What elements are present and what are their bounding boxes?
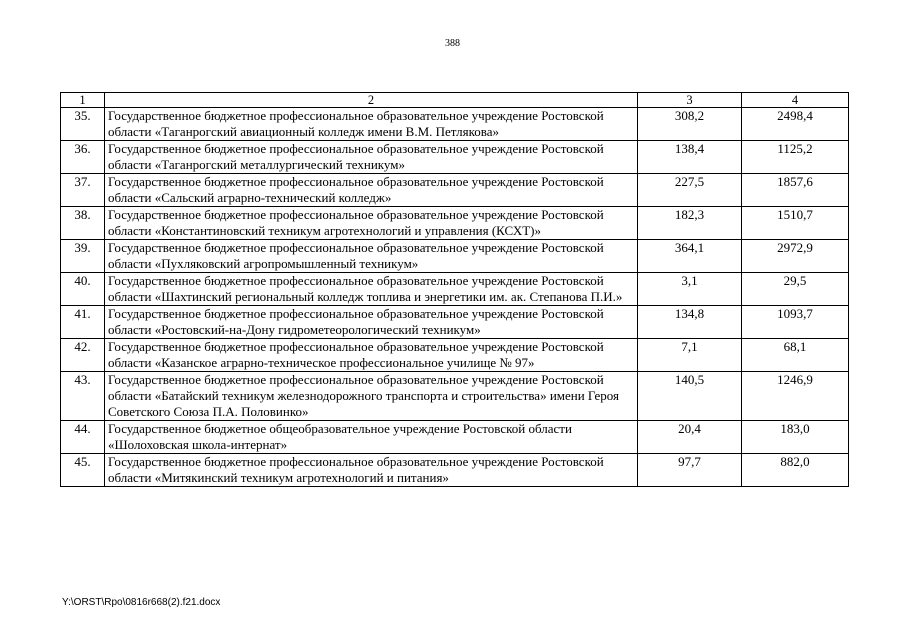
value-col-3: 3,1 [638, 273, 742, 306]
table-row [61, 207, 849, 240]
value-col-3: 227,5 [638, 174, 742, 207]
institution-name: Государственное бюджетное профессиональное образовательное учреждение Ростовской области «Казанское аграрно-техническое профессиональное училище № 97» [105, 339, 638, 372]
row-number: 39. [61, 240, 105, 273]
value-col-3: 182,3 [638, 207, 742, 240]
institution-name: Государственное бюджетное профессиональное образовательное учреждение Ростовской области «Таганрогский металлургический техникум» [105, 141, 638, 174]
institution-name: Государственное бюджетное профессиональное образовательное учреждение Ростовской области «Сальский аграрно-технический колледж» [105, 174, 638, 207]
file-path-footer: Y:\ORST\Rpo\0816r668(2).f21.docx [62, 597, 221, 608]
row-number: 42. [61, 339, 105, 372]
table-row [61, 421, 849, 454]
value-col-3: 97,7 [638, 454, 742, 487]
value-col-3: 364,1 [638, 240, 742, 273]
value-col-4: 1125,2 [742, 141, 849, 174]
value-col-4: 882,0 [742, 454, 849, 487]
header-col-2: 2 [105, 93, 638, 108]
row-number: 35. [61, 108, 105, 141]
header-col-4: 4 [742, 93, 849, 108]
row-number: 44. [61, 421, 105, 454]
table-row [61, 174, 849, 207]
institution-name: Государственное бюджетное профессиональное образовательное учреждение Ростовской области «Таганрогский авиационный колледж имени В.М. Петлякова» [105, 108, 638, 141]
value-col-4: 2972,9 [742, 240, 849, 273]
value-col-4: 2498,4 [742, 108, 849, 141]
institution-name: Государственное бюджетное профессиональное образовательное учреждение Ростовской области «Пухляковский агропромышленный техникум» [105, 240, 638, 273]
institution-name: Государственное бюджетное профессиональное образовательное учреждение Ростовской области «Ростовский-на-Дону гидрометеорологический техникум» [105, 306, 638, 339]
row-number: 40. [61, 273, 105, 306]
row-number: 45. [61, 454, 105, 487]
table-header-row [61, 93, 849, 108]
table-row [61, 141, 849, 174]
value-col-3: 308,2 [638, 108, 742, 141]
header-col-1: 1 [61, 93, 105, 108]
row-number: 38. [61, 207, 105, 240]
row-number: 43. [61, 372, 105, 421]
value-col-4: 183,0 [742, 421, 849, 454]
value-col-4: 68,1 [742, 339, 849, 372]
table-row [61, 306, 849, 339]
institution-name: Государственное бюджетное общеобразовательное учреждение Ростовской области «Шолоховская школа-интернат» [105, 421, 638, 454]
institution-name: Государственное бюджетное профессиональное образовательное учреждение Ростовской области «Шахтинский региональный колледж топлива и энергетики им. ак. Степанова П.И.» [105, 273, 638, 306]
header-col-3: 3 [638, 93, 742, 108]
value-col-4: 1093,7 [742, 306, 849, 339]
table-row [61, 108, 849, 141]
value-col-3: 138,4 [638, 141, 742, 174]
table-row [61, 339, 849, 372]
value-col-3: 7,1 [638, 339, 742, 372]
value-col-4: 1246,9 [742, 372, 849, 421]
value-col-3: 20,4 [638, 421, 742, 454]
row-number: 37. [61, 174, 105, 207]
institution-name: Государственное бюджетное профессиональное образовательное учреждение Ростовской области «Константиновский техникум агротехнологий и управления (КСХТ)» [105, 207, 638, 240]
value-col-4: 1510,7 [742, 207, 849, 240]
table-row [61, 454, 849, 487]
institutions-table [60, 92, 849, 487]
table-row [61, 372, 849, 421]
value-col-4: 1857,6 [742, 174, 849, 207]
value-col-3: 134,8 [638, 306, 742, 339]
table-row [61, 273, 849, 306]
institution-name: Государственное бюджетное профессиональное образовательное учреждение Ростовской области «Митякинский техникум агротехнологий и питания» [105, 454, 638, 487]
institution-name: Государственное бюджетное профессиональное образовательное учреждение Ростовской области «Батайский техникум железнодорожного транспорта и строительства» имени Героя Советского Союза П.А. Половинко» [105, 372, 638, 421]
page-number: 388 [445, 38, 460, 49]
row-number: 41. [61, 306, 105, 339]
row-number: 36. [61, 141, 105, 174]
table-row [61, 240, 849, 273]
value-col-4: 29,5 [742, 273, 849, 306]
value-col-3: 140,5 [638, 372, 742, 421]
